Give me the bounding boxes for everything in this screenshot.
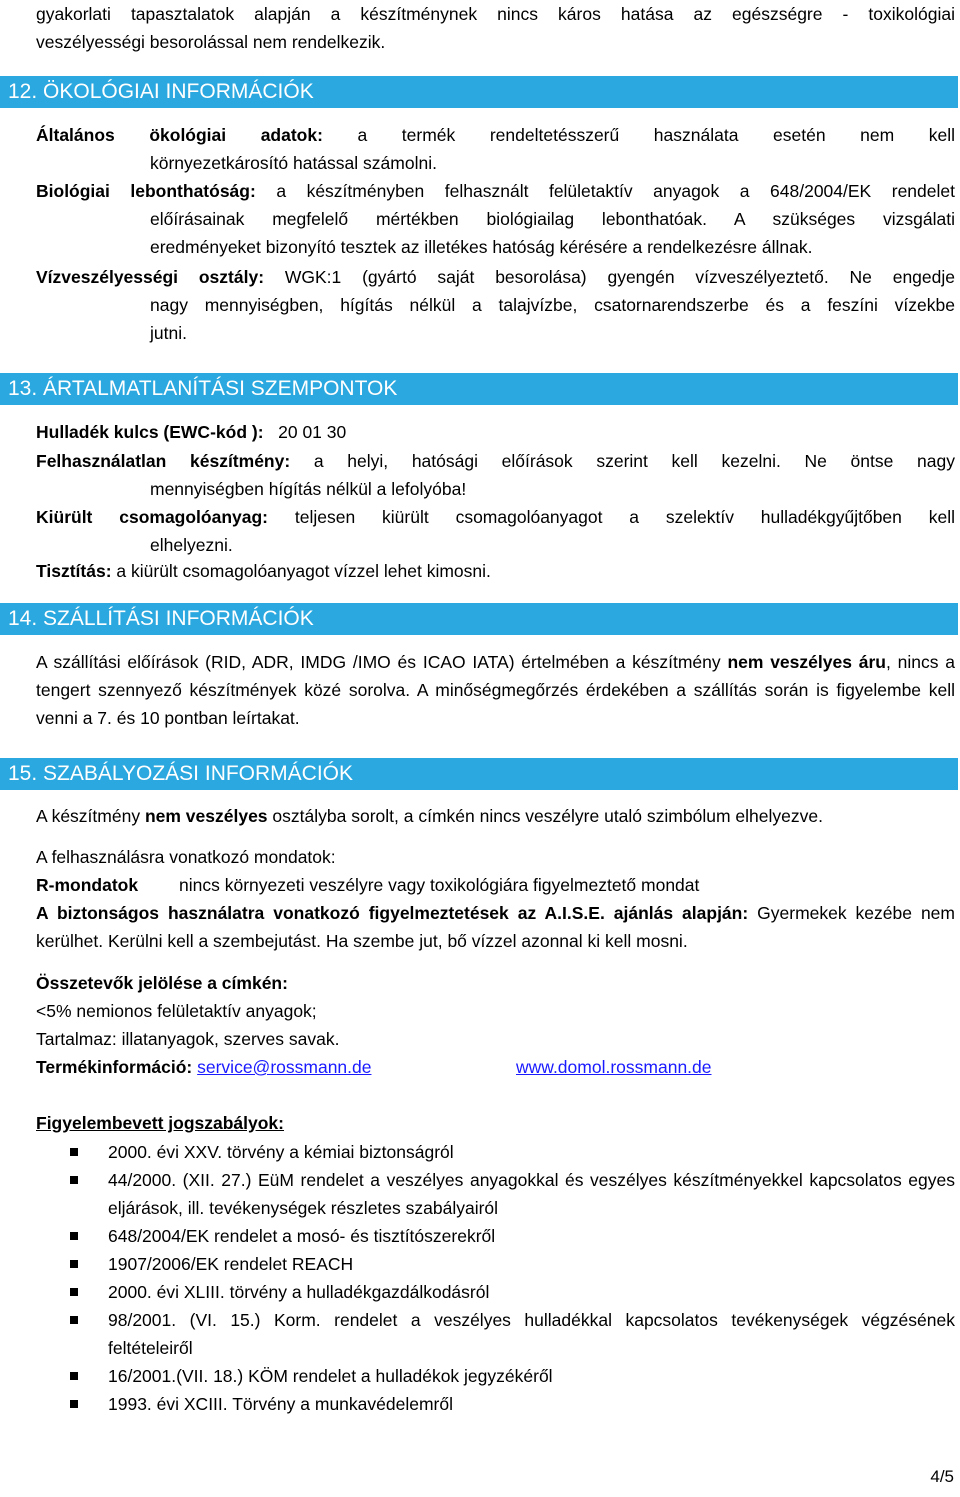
law-text: 1993. évi XCIII. Törvény a munkavédelemről bbox=[108, 1394, 453, 1414]
bullet-square-icon bbox=[70, 1176, 78, 1184]
section-heading-12: 12. ÖKOLÓGIAI INFORMÁCIÓK bbox=[0, 76, 958, 108]
bullet-square-icon bbox=[70, 1232, 78, 1240]
law-text: 16/2001.(VII. 18.) KÖM rendelet a hulladékok jegyzékéről bbox=[108, 1366, 553, 1386]
list-item bbox=[70, 1278, 955, 1306]
bullet-square-icon bbox=[70, 1260, 78, 1268]
classification-text: osztályba sorolt, a címkén nincs veszélyre utaló szimbólum elhelyezve. bbox=[272, 806, 823, 826]
transport-text: A szállítási előírások (RID, ADR, IMDG /IMO és ICAO IATA) értelmében a készítmény bbox=[36, 652, 721, 672]
label-ingredients-title: Összetevők jelölése a címkén: bbox=[36, 973, 288, 993]
product-info bbox=[36, 1053, 955, 1081]
laws-heading-text: Figyelembevett jogszabályok: bbox=[36, 1113, 284, 1133]
transport-not-dangerous: nem veszélyes áru bbox=[727, 652, 886, 672]
intro-line: gyakorlati tapasztalatok alapján a készítménynek nincs káros hatása az egészségre - toxikológiai bbox=[36, 4, 955, 24]
bullet-square-icon bbox=[70, 1148, 78, 1156]
waste-code-value: 20 01 30 bbox=[278, 422, 347, 442]
bullet-square-icon bbox=[70, 1288, 78, 1296]
bullet-square-icon bbox=[70, 1372, 78, 1380]
email-link[interactable]: service@rossmann.de bbox=[197, 1057, 372, 1077]
laws-list bbox=[70, 1138, 955, 1418]
transport-text: , nincs a tengert szennyező készítmények közé sorolva. A minőségmegőrzés érdekében a szállítás során is figyelembe kell venni a 7. és 10 pontban leírtakat. bbox=[36, 652, 955, 728]
section-heading-13: 13. ÁRTALMATLANÍTÁSI SZEMPONTOK bbox=[0, 373, 958, 405]
unused-product-text: mennyiségben hígítás nélkül a lefolyóba! bbox=[150, 479, 467, 499]
biodegradability bbox=[36, 177, 955, 261]
classification-paragraph bbox=[36, 802, 955, 830]
list-item bbox=[70, 1138, 955, 1166]
bullet-square-icon bbox=[70, 1400, 78, 1408]
r-phrases-text: nincs környezeti veszélyre vagy toxikológiára figyelmeztető mondat bbox=[179, 875, 700, 895]
law-text: 2000. évi XLIII. törvény a hulladékgazdálkodásról bbox=[108, 1282, 490, 1302]
intro-paragraph bbox=[36, 0, 955, 56]
bullet-square-icon bbox=[70, 1316, 78, 1324]
unused-product-label: Felhasználatlan készítmény: bbox=[36, 451, 291, 471]
list-item bbox=[70, 1222, 955, 1250]
water-hazard-text: jutni. bbox=[150, 323, 187, 343]
product-info-label: Termékinformáció: bbox=[36, 1057, 193, 1077]
law-text: 1907/2006/EK rendelet REACH bbox=[108, 1254, 354, 1274]
cleaning-text: a kiürült csomagolóanyagot vízzel lehet kimosni. bbox=[116, 561, 491, 581]
r-phrases bbox=[36, 871, 955, 899]
unused-product bbox=[36, 447, 955, 503]
list-item bbox=[70, 1390, 955, 1418]
law-text: 648/2004/EK rendelet a mosó- és tisztítószerekről bbox=[108, 1226, 496, 1246]
laws-heading bbox=[36, 1109, 955, 1137]
r-phrases-label: R-mondatok bbox=[36, 875, 139, 895]
biodegradability-label: Biológiai lebonthatóság: bbox=[36, 181, 256, 201]
water-hazard-text: nagy mennyiségben, hígítás nélkül a talajvízbe, csatornarendszerbe és a feszíni vízekbe bbox=[150, 295, 955, 315]
safety-advice bbox=[36, 899, 955, 955]
section-heading-15: 15. SZABÁLYOZÁSI INFORMÁCIÓK bbox=[0, 758, 958, 790]
empty-packaging-label: Kiürült csomagolóanyag: bbox=[36, 507, 269, 527]
label-ingredients-heading bbox=[36, 969, 955, 997]
phrases-heading: A felhasználásra vonatkozó mondatok: bbox=[36, 847, 336, 867]
biodegradability-text: a készítményben felhasznált felületaktív anyagok a 648/2004/EK rendelet bbox=[276, 181, 955, 201]
law-text: 2000. évi XXV. törvény a kémiai biztonságról bbox=[108, 1142, 454, 1162]
safety-advice-text: Gyermekek kezébe nem kerülhet. Kerülni kell a szembejutást. Ha szembe jut, bő vízzel azonnal ki kell mosni. bbox=[36, 903, 955, 951]
law-text: 98/2001. (VI. 15.) Korm. rendelet a veszélyes hulladékkal kapcsolatos tevékenységek végzésének feltételeiről bbox=[108, 1310, 955, 1358]
classification-not-dangerous: nem veszélyes bbox=[144, 806, 268, 826]
intro-line: veszélyességi besorolással nem rendelkezik. bbox=[36, 32, 386, 52]
biodegradability-text: előírásainak megfelelő mértékben biológiailag lebonthatóak. A szükséges vizsgálati bbox=[150, 209, 955, 229]
list-item bbox=[70, 1250, 955, 1278]
general-eco-text: a termék rendeltetésszerű használata esetén nem kell bbox=[357, 125, 955, 145]
water-hazard-label: Vízveszélyességi osztály: bbox=[36, 267, 265, 287]
waste-code bbox=[36, 418, 955, 446]
label-ingredient-line: Tartalmaz: illatanyagok, szerves savak. bbox=[36, 1029, 340, 1049]
list-item bbox=[70, 1306, 955, 1362]
waste-code-label: Hulladék kulcs (EWC-kód ): bbox=[36, 422, 264, 442]
list-item bbox=[70, 1166, 955, 1222]
safety-advice-label: A biztonságos használatra vonatkozó figyelmeztetések az A.I.S.E. ajánlás alapján: bbox=[36, 903, 749, 923]
cleaning-label: Tisztítás: bbox=[36, 561, 112, 581]
general-eco-label: Általános ökológiai adatok: bbox=[36, 125, 323, 145]
water-hazard-text: WGK:1 (gyártó saját besorolása) gyengén vízveszélyeztető. Ne engedje bbox=[284, 267, 955, 287]
cleaning bbox=[36, 557, 955, 585]
empty-packaging-text: elhelyezni. bbox=[150, 535, 233, 555]
general-ecological-data bbox=[36, 121, 955, 177]
page-number: 4/5 bbox=[930, 1467, 954, 1486]
transport-paragraph bbox=[36, 648, 955, 732]
general-eco-text: környezetkárosító hatással számolni. bbox=[150, 153, 437, 173]
water-hazard-class bbox=[36, 263, 955, 347]
empty-packaging bbox=[36, 503, 955, 559]
section-heading-14: 14. SZÁLLÍTÁSI INFORMÁCIÓK bbox=[0, 603, 958, 635]
label-ingredient-line: <5% nemionos felületaktív anyagok; bbox=[36, 1001, 317, 1021]
biodegradability-text: eredményeket bizonyító tesztek az illetékes hatóság kérésére a rendelkezésre állnak. bbox=[150, 237, 813, 257]
website-link[interactable]: www.domol.rossmann.de bbox=[516, 1057, 712, 1077]
unused-product-text: a helyi, hatósági előírások szerint kell kezelni. Ne öntse nagy bbox=[313, 451, 955, 471]
law-text: 44/2000. (XII. 27.) EüM rendelet a veszélyes anyagokkal és veszélyes készítményekkel kapcsolatos egyes eljárások, ill. tevékenységek részletes szabályairól bbox=[108, 1170, 955, 1218]
classification-text: A készítmény bbox=[36, 806, 141, 826]
list-item bbox=[70, 1362, 955, 1390]
empty-packaging-text: teljesen kiürült csomagolóanyagot a szelektív hulladékgyűjtőben kell bbox=[294, 507, 955, 527]
